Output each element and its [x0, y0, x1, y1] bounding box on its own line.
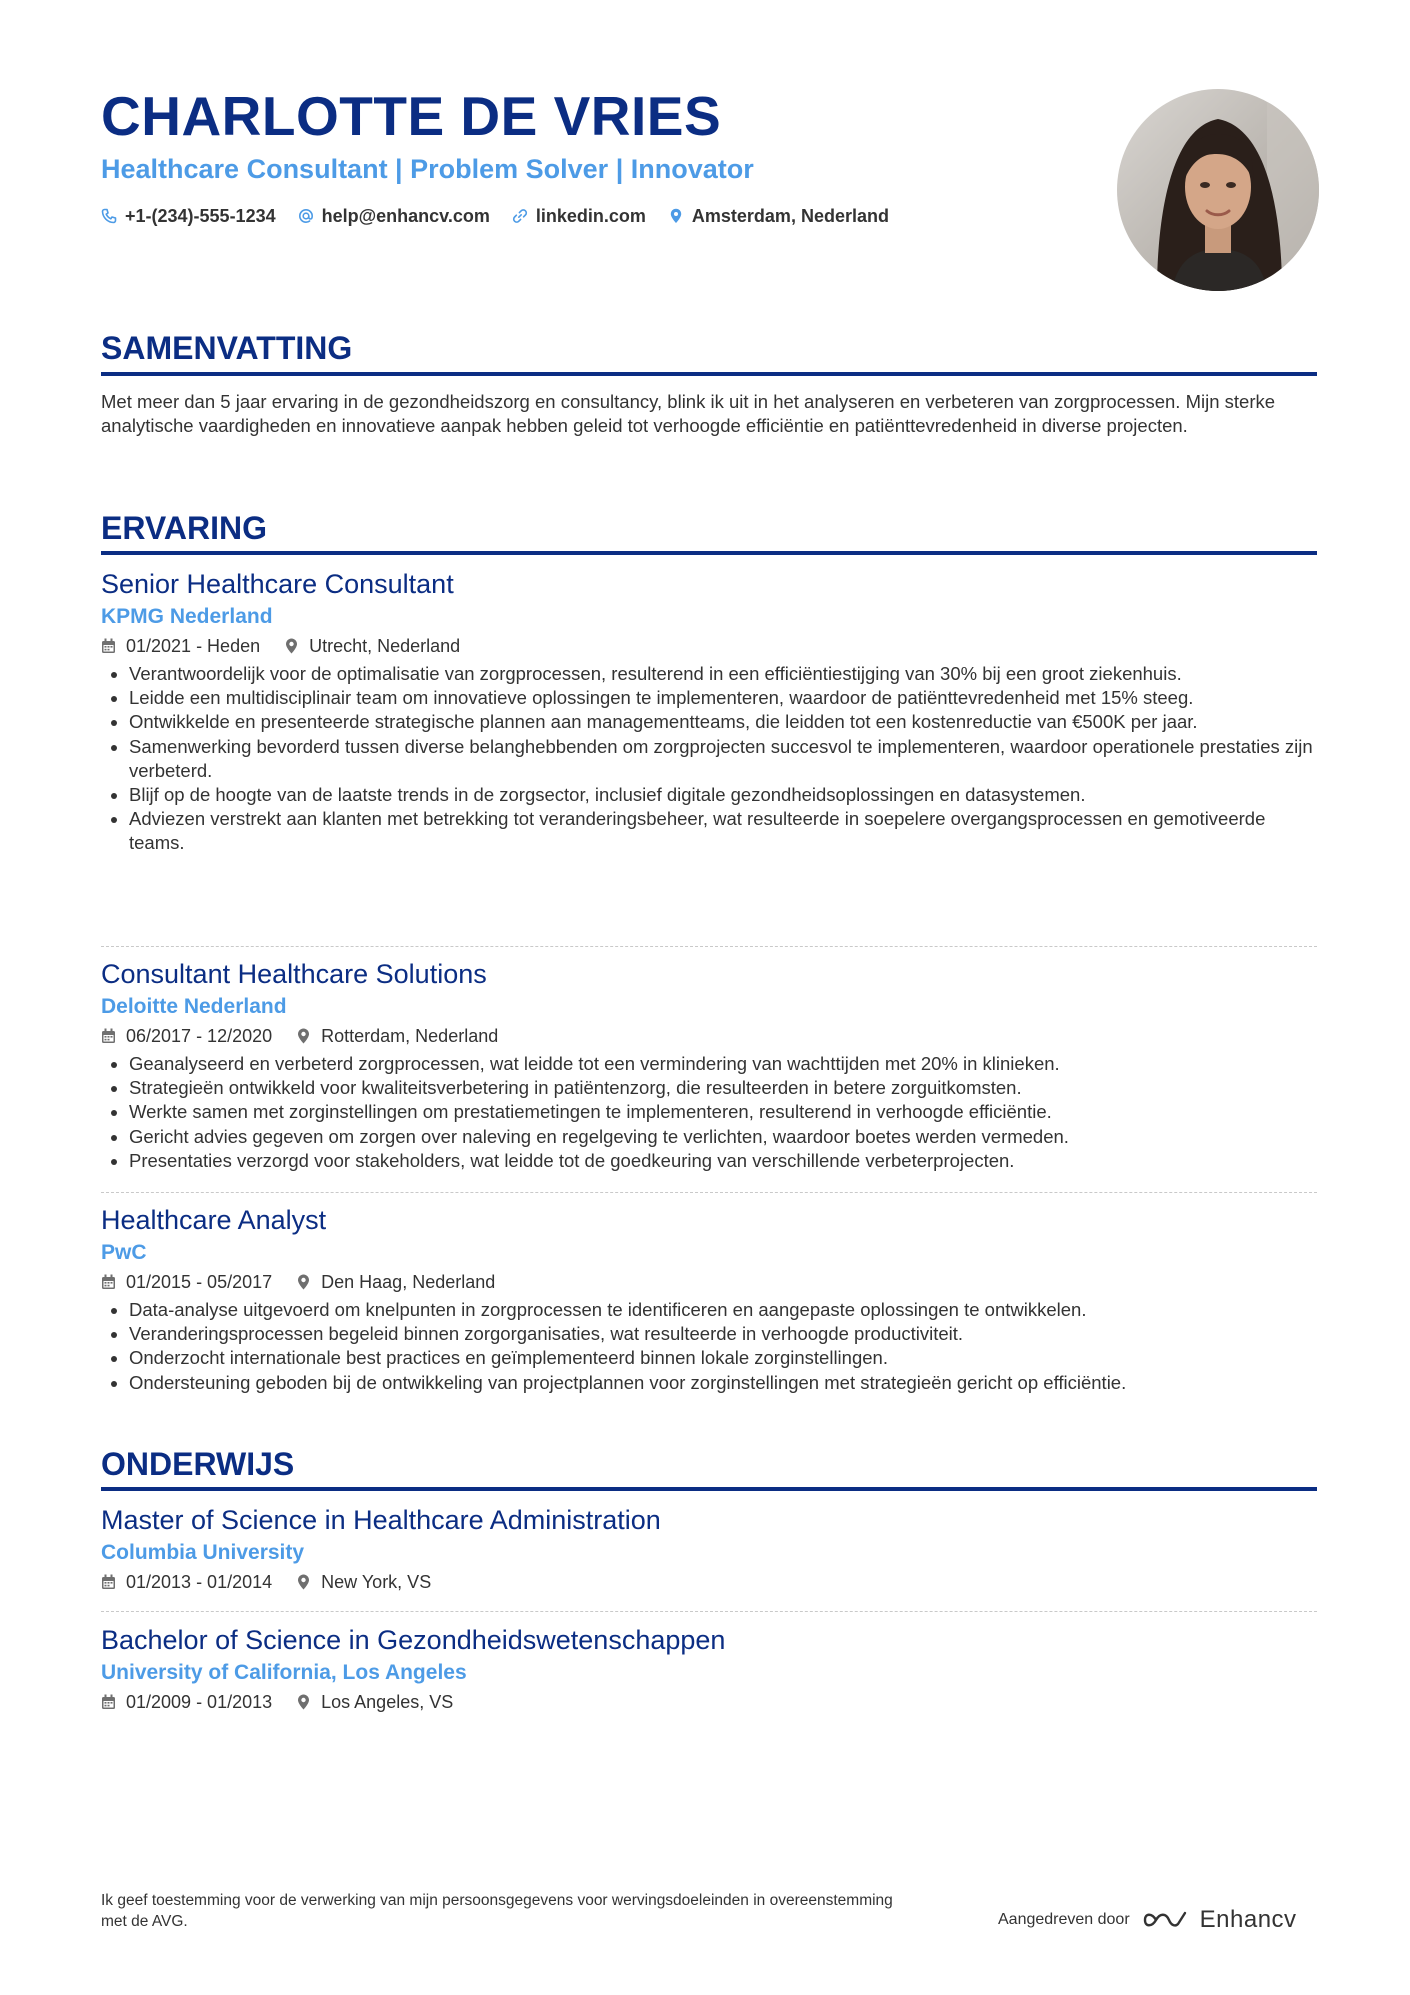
experience-entry	[101, 1203, 1317, 1395]
map-pin-icon	[296, 1028, 311, 1044]
date-text: 01/2013 - 01/2014	[126, 1572, 273, 1592]
job-dates	[101, 1270, 272, 1294]
list-item: • Gericht advies gegeven om zorgen over naleving en regelgeving te verlichten, waardoor boetes werden vermeden.	[129, 1125, 1317, 1149]
enhancv-logo-icon	[1142, 1908, 1188, 1932]
map-pin-icon	[296, 1694, 311, 1710]
section-title-experience: ERVARING	[101, 510, 267, 546]
experience-entry	[101, 567, 1317, 856]
location-text: Den Haag, Nederland	[321, 1272, 496, 1292]
candidate-name: CHARLOTTE DE VRIES	[101, 85, 722, 147]
list-item: • Werkte samen met zorginstellingen om prestatiemetingen te implementeren, resulterend in verhoogde efficiëntie.	[129, 1100, 1317, 1124]
education-meta	[101, 1570, 1317, 1594]
headline: Healthcare Consultant | Problem Solver | Innovator	[101, 154, 754, 184]
location-text: Utrecht, Nederland	[309, 636, 461, 656]
contact-location	[668, 204, 889, 228]
powered-by-label: Aangedreven door	[998, 1911, 1130, 1928]
contact-linkedin[interactable]	[512, 204, 646, 228]
experience-entry	[101, 957, 1317, 1173]
job-dates	[101, 634, 260, 658]
education-meta	[101, 1690, 1317, 1714]
list-item: • Strategieën ontwikkeld voor kwaliteitsverbetering in patiëntenzorg, die resulteerden in betere zorguitkomsten.	[129, 1076, 1317, 1100]
list-item: • Ondersteuning geboden bij de ontwikkeling van projectplannen voor zorginstellingen met strategieën gericht op efficiëntie.	[129, 1371, 1317, 1395]
list-item: • Veranderingsprocessen begeleid binnen zorgorganisaties, wat resulteerde in verhoogde productiviteit.	[129, 1322, 1317, 1346]
calendar-icon	[101, 638, 116, 654]
entry-separator	[101, 946, 1317, 947]
list-item: • Ontwikkelde en presenteerde strategische plannen aan managementteams, die leidden tot een kostenreductie van €500K per jaar.	[129, 710, 1317, 734]
education-entry	[101, 1503, 1317, 1594]
location-text: Amsterdam, Nederland	[691, 206, 889, 226]
list-item: • Data-analyse uitgevoerd om knelpunten in zorgprocessen te identificeren en aangepaste oplossingen te ontwikkelen.	[129, 1298, 1317, 1322]
company-name: KPMG Nederland	[101, 605, 273, 628]
section-divider	[101, 551, 1317, 555]
job-title: Consultant Healthcare Solutions	[101, 959, 487, 989]
job-meta	[101, 1270, 1317, 1294]
powered-by[interactable]	[998, 1906, 1297, 1934]
list-item: • Verantwoordelijk voor de optimalisatie van zorgprocessen, resulterend in een efficiëntiestijging van 30% bij een groot ziekenhuis.	[129, 662, 1317, 686]
list-item: • Onderzocht internationale best practices en geïmplementeerd binnen lokale zorginstellingen.	[129, 1346, 1317, 1370]
date-text: 01/2015 - 05/2017	[126, 1272, 273, 1292]
email-text: help@enhancv.com	[321, 206, 490, 226]
section-title-education: ONDERWIJS	[101, 1446, 295, 1482]
job-location	[284, 634, 460, 658]
map-pin-icon	[284, 638, 299, 654]
contact-phone	[101, 204, 276, 228]
section-divider	[101, 1487, 1317, 1491]
education-dates	[101, 1570, 272, 1594]
school-name: Columbia University	[101, 1541, 305, 1564]
map-pin-icon	[296, 1574, 311, 1590]
achievement-list	[101, 1052, 1317, 1173]
calendar-icon	[101, 1028, 116, 1044]
date-text: 01/2009 - 01/2013	[126, 1692, 273, 1712]
job-location	[296, 1024, 498, 1048]
phone-icon	[101, 208, 117, 224]
profile-photo	[1117, 89, 1319, 291]
list-item: • Adviezen verstrekt aan klanten met betrekking tot veranderingsbeheer, wat resulteerde in soepelere overgangsprocessen en gemotiveerde teams.	[129, 807, 1317, 855]
at-icon	[298, 208, 314, 224]
link-icon	[512, 208, 528, 224]
calendar-icon	[101, 1574, 116, 1590]
school-name: University of California, Los Angeles	[101, 1661, 467, 1684]
summary-text: Met meer dan 5 jaar ervaring in de gezondheidszorg en consultancy, blink ik uit in het analyseren en verbeteren van zorgprocessen. Mijn sterke analytische vaardigheden en innovatieve aanpak hebben geleid tot verhoogde efficiëntie en patiënttevredenheid in diverse projecten.	[101, 391, 1276, 436]
section-divider	[101, 372, 1317, 376]
job-meta	[101, 1024, 1317, 1048]
education-dates	[101, 1690, 272, 1714]
entry-separator	[101, 1192, 1317, 1193]
achievement-list	[101, 662, 1317, 856]
degree-title: Bachelor of Science in Gezondheidswetenschappen	[101, 1625, 726, 1655]
portrait-illustration	[1117, 89, 1319, 291]
linkedin-text: linkedin.com	[535, 206, 646, 226]
contact-email[interactable]	[298, 204, 490, 228]
location-text: Rotterdam, Nederland	[321, 1026, 499, 1046]
education-location	[296, 1690, 453, 1714]
education-entry	[101, 1623, 1317, 1714]
list-item: • Geanalyseerd en verbeterd zorgprocessen, wat leidde tot een vermindering van wachttijden met 20% in klinieken.	[129, 1052, 1317, 1076]
location-text: New York, VS	[321, 1572, 432, 1592]
entry-separator	[101, 1611, 1317, 1612]
list-item: • Leidde een multidisciplinair team om innovatieve oplossingen te implementeren, waardoor de patiënttevredenheid met 15% steeg.	[129, 686, 1317, 710]
degree-title: Master of Science in Healthcare Administration	[101, 1505, 661, 1535]
phone-text: +1-(234)-555-1234	[125, 206, 276, 226]
list-item: • Blijf op de hoogte van de laatste trends in de zorgsector, inclusief digitale gezondheidsoplossingen en datasystemen.	[129, 783, 1317, 807]
date-text: 01/2021 - Heden	[126, 636, 261, 656]
achievement-list	[101, 1298, 1317, 1395]
section-title-summary: SAMENVATTING	[101, 330, 353, 366]
job-meta	[101, 634, 1317, 658]
job-dates	[101, 1024, 272, 1048]
contact-row	[101, 204, 889, 228]
job-title: Healthcare Analyst	[101, 1205, 327, 1235]
company-name: PwC	[101, 1241, 147, 1264]
date-text: 06/2017 - 12/2020	[126, 1026, 273, 1046]
calendar-icon	[101, 1274, 116, 1290]
list-item: • Samenwerking bevorderd tussen diverse belanghebbenden om zorgprojecten succesvol te implementeren, waardoor operationele prestaties zijn verbeterd.	[129, 735, 1317, 783]
company-name: Deloitte Nederland	[101, 995, 287, 1018]
job-title: Senior Healthcare Consultant	[101, 569, 454, 599]
gdpr-consent: Ik geef toestemming voor de verwerking van mijn persoonsgegevens voor wervingsdoeleinden in overeenstemming met de AVG.	[101, 1892, 893, 1930]
calendar-icon	[101, 1694, 116, 1710]
list-item: • Presentaties verzorgd voor stakeholders, wat leidde tot de goedkeuring van verschillende verbeterprojecten.	[129, 1149, 1317, 1173]
brand-name: Enhancv	[1199, 1906, 1297, 1933]
location-text: Los Angeles, VS	[321, 1692, 454, 1712]
map-pin-icon	[296, 1274, 311, 1290]
map-pin-icon	[668, 208, 684, 224]
education-location	[296, 1570, 431, 1594]
job-location	[296, 1270, 495, 1294]
